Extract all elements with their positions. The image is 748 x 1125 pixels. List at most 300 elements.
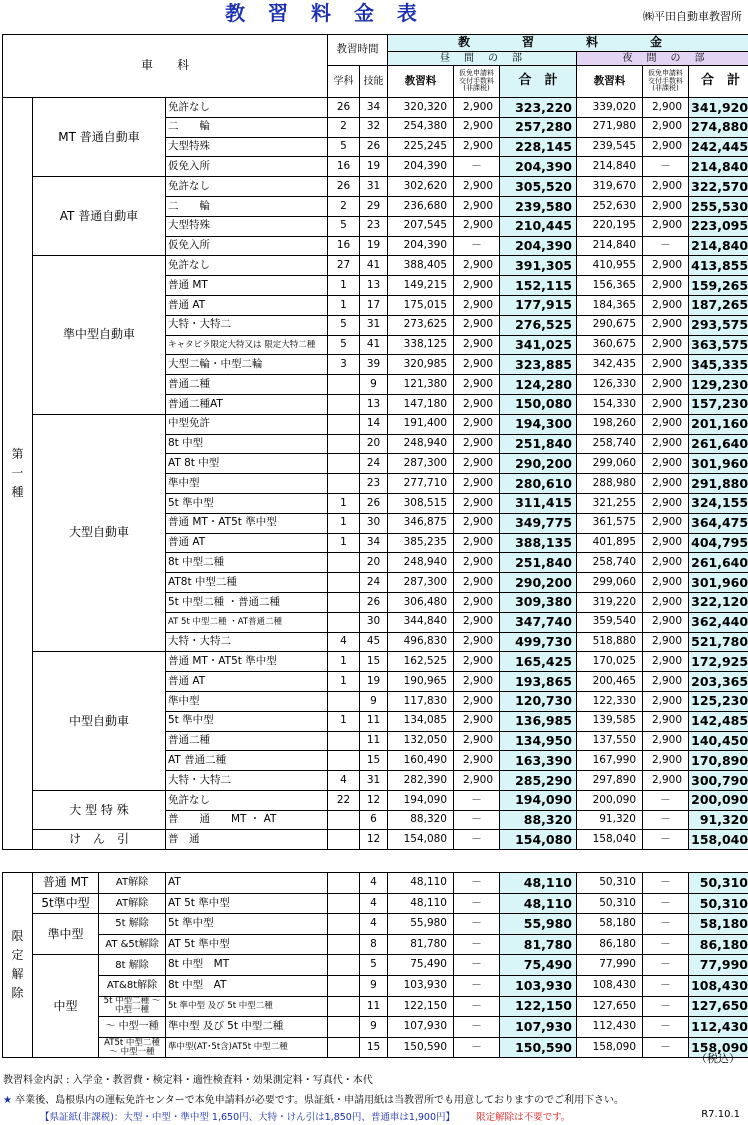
giko-hours: 41 (360, 335, 388, 355)
table-row (3, 98, 748, 118)
night-header: 夜 間 の 部 (577, 52, 748, 66)
giko-hours: 24 (360, 573, 388, 593)
gakka-hours: 5 (328, 216, 360, 236)
giko-hours: 30 (360, 612, 388, 632)
night-total: 125,230 (689, 691, 748, 711)
day-total: 165,425 (500, 652, 577, 672)
day-kyoshu-fee: 302,620 (388, 177, 454, 197)
day-total: 150,080 (500, 394, 577, 414)
day-total: 204,390 (500, 157, 577, 177)
giko-hours: 8 (360, 934, 388, 955)
day-total: 391,305 (500, 256, 577, 276)
night-total: 187,265 (689, 295, 748, 315)
night-total: 521,780 (689, 632, 748, 652)
day-total: 194,300 (500, 414, 577, 434)
night-kyoshu-fee: 50,310 (577, 873, 643, 894)
gakka-hours: 26 (328, 98, 360, 118)
gakka-hours: 5 (328, 315, 360, 335)
limit-course: 5t 準中型 (166, 914, 328, 935)
day-total: 251,840 (500, 553, 577, 573)
day-issue-fee: － (454, 830, 500, 850)
giko-hours: 6 (360, 810, 388, 830)
course-name: 免許なし (166, 256, 328, 276)
giko-hours: 32 (360, 117, 388, 137)
night-total: 345,335 (689, 355, 748, 375)
day-issue-fee: 2,900 (454, 276, 500, 296)
giko-hours: 9 (360, 1017, 388, 1038)
course-name: 普通二種 (166, 375, 328, 395)
tax-note: （税込） (696, 1052, 740, 1065)
giko-hours: 11 (360, 731, 388, 751)
night-kyoshu-fee: 299,060 (577, 454, 643, 474)
day-issue-fee: 2,900 (454, 672, 500, 692)
vehicle-category: 中型自動車 (33, 652, 166, 791)
night-kyoshu-fee: 50,310 (577, 893, 643, 914)
day-total: 75,490 (500, 955, 577, 976)
stamp-fee-text: 【県証紙(非課税)：大型・中型・準中型 1,650円、大特・けん引は1,850円、普通車は1,900円】 (40, 1112, 456, 1123)
gakka-hours (328, 873, 360, 894)
limit-type: 5t 解除 (99, 914, 166, 935)
day-kyoshu-fee: 248,940 (388, 553, 454, 573)
gakka-hours (328, 592, 360, 612)
day-kyoshu-fee: 320,320 (388, 98, 454, 118)
night-total: 274,880 (689, 117, 748, 137)
day-total: 341,025 (500, 335, 577, 355)
day-total: 280,610 (500, 474, 577, 494)
night-kyoshu-fee: 297,890 (577, 771, 643, 791)
first-class-label: 第 一 種 (3, 98, 33, 850)
night-total: 324,155 (689, 493, 748, 513)
night-issue-fee: － (643, 996, 689, 1017)
gakka-hours: 16 (328, 236, 360, 256)
limit-category: 中型 (33, 955, 99, 1058)
night-total: 142,485 (689, 711, 748, 731)
course-name: 仮免入所 (166, 236, 328, 256)
hours-header: 教習時間 (328, 35, 388, 66)
day-kyoshu-fee: 117,830 (388, 691, 454, 711)
day-total: 349,775 (500, 513, 577, 533)
night-issue-fee: － (643, 236, 689, 256)
gakka-hours (328, 934, 360, 955)
limit-type: AT&8t解除 (99, 975, 166, 996)
gakka-hours: 1 (328, 513, 360, 533)
night-kyoshu-fee: 239,545 (577, 137, 643, 157)
day-kyoshu-fee: 225,245 (388, 137, 454, 157)
day-issue-fee: － (454, 157, 500, 177)
course-name: 普通 AT (166, 672, 328, 692)
day-total: 323,220 (500, 98, 577, 118)
day-issue-fee: 2,900 (454, 454, 500, 474)
night-total: 201,160 (689, 414, 748, 434)
night-issue-fee: 2,900 (643, 434, 689, 454)
night-total: 214,840 (689, 236, 748, 256)
limit-course: 8t 中型 AT (166, 975, 328, 996)
night-issue-fee: 2,900 (643, 98, 689, 118)
day-issue-fee: － (454, 996, 500, 1017)
day-kyoshu-fee: 48,110 (388, 873, 454, 894)
gakka-hours: 1 (328, 493, 360, 513)
course-name: 5t 中型二種 ・普通二種 (166, 592, 328, 612)
night-total: 255,530 (689, 196, 748, 216)
day-issue-fee: － (454, 934, 500, 955)
table-row (3, 975, 748, 996)
day-issue-fee: － (454, 955, 500, 976)
day-total: 323,885 (500, 355, 577, 375)
night-issue-fee: 2,900 (643, 137, 689, 157)
night-kyoshu-fee: 77,990 (577, 955, 643, 976)
giko-hours: 14 (360, 414, 388, 434)
night-issue-fee: 2,900 (643, 216, 689, 236)
course-name: 二 輪 (166, 117, 328, 137)
course-name: 普通 AT (166, 295, 328, 315)
night-total: 261,640 (689, 553, 748, 573)
day-kyoshu-fee: 75,490 (388, 955, 454, 976)
gakka-hours (328, 454, 360, 474)
day-issue-fee: 2,900 (454, 573, 500, 593)
gakka-hours: 1 (328, 711, 360, 731)
night-total: 261,640 (689, 434, 748, 454)
night-kyoshu-fee: 319,220 (577, 592, 643, 612)
day-kyoshu-fee: 388,405 (388, 256, 454, 276)
day-total: 48,110 (500, 873, 577, 894)
day-total: 152,115 (500, 276, 577, 296)
gakka-hours (328, 751, 360, 771)
gakka-hours: 3 (328, 355, 360, 375)
giko-header: 技能 (360, 66, 388, 98)
day-total: 150,590 (500, 1037, 577, 1058)
table-row (3, 996, 748, 1017)
day-kyoshu-fee: 55,980 (388, 914, 454, 935)
day-kyoshu-fee: 122,150 (388, 996, 454, 1017)
night-total: 364,475 (689, 513, 748, 533)
gakka-hours: 4 (328, 632, 360, 652)
day-total: 134,950 (500, 731, 577, 751)
night-total: 293,575 (689, 315, 748, 335)
day-total: 499,730 (500, 632, 577, 652)
night-kyoshu-fee: 126,330 (577, 375, 643, 395)
course-name: 普通二種AT (166, 394, 328, 414)
day-kyoshu-fee: 107,930 (388, 1017, 454, 1038)
night-total: 158,090 (689, 1037, 748, 1058)
night-kyoshu-fee: 139,585 (577, 711, 643, 731)
day-kyoshu-fee: 103,930 (388, 975, 454, 996)
giko-hours: 4 (360, 873, 388, 894)
giko-hours: 9 (360, 691, 388, 711)
gakka-header: 学科 (328, 66, 360, 98)
day-kyoshu-fee: 204,390 (388, 236, 454, 256)
night-issue-fee: 2,900 (643, 592, 689, 612)
night-kyoshu-fee: 154,330 (577, 394, 643, 414)
day-issue-fee: 2,900 (454, 632, 500, 652)
table-row (3, 934, 748, 955)
course-name: 大型二輪・中型二輪 (166, 355, 328, 375)
night-kyoshu-fee: 127,650 (577, 996, 643, 1017)
night-total: 86,180 (689, 934, 748, 955)
day-total: 347,740 (500, 612, 577, 632)
giko-hours: 23 (360, 474, 388, 494)
table-row (3, 256, 748, 276)
night-issue-fee: － (643, 157, 689, 177)
day-kyoshu-fee: 48,110 (388, 893, 454, 914)
night-total-header: 合 計 (689, 66, 748, 98)
course-name: 普通二種 (166, 731, 328, 751)
giko-hours: 26 (360, 137, 388, 157)
gakka-hours (328, 1017, 360, 1038)
night-issue-fee: － (643, 975, 689, 996)
gakka-hours (328, 612, 360, 632)
day-total: 136,985 (500, 711, 577, 731)
day-header: 昼 間 の 部 (388, 52, 577, 66)
vehicle-header: 車 科 (3, 35, 328, 98)
day-issue-fee: 2,900 (454, 117, 500, 137)
night-issue-fee: 2,900 (643, 295, 689, 315)
giko-hours: 11 (360, 711, 388, 731)
limit-type: AT5t 中型二種 ～ 中型一種 (99, 1037, 166, 1058)
day-kyoshu-fee: 338,125 (388, 335, 454, 355)
day-total: 285,290 (500, 771, 577, 791)
limit-course: AT 5t 準中型 (166, 893, 328, 914)
limit-category: 5t準中型 (33, 893, 99, 914)
day-issue-fee: 2,900 (454, 98, 500, 118)
giko-hours: 15 (360, 751, 388, 771)
course-name: 大特・大特二 (166, 771, 328, 791)
day-issue-fee: 2,900 (454, 513, 500, 533)
day-kyoshu-fee: 175,015 (388, 295, 454, 315)
night-kyoshu-fee: 258,740 (577, 553, 643, 573)
gakka-hours (328, 893, 360, 914)
giko-hours: 17 (360, 295, 388, 315)
table-row (3, 652, 748, 672)
limit-course: 8t 中型 MT (166, 955, 328, 976)
day-kyoshu-fee: 346,875 (388, 513, 454, 533)
table-row (3, 790, 748, 810)
gakka-hours (328, 914, 360, 935)
night-total: 77,990 (689, 955, 748, 976)
gakka-hours (328, 691, 360, 711)
giko-hours: 4 (360, 914, 388, 935)
night-kyoshu-fee: 339,020 (577, 98, 643, 118)
night-total: 404,795 (689, 533, 748, 553)
night-kyoshu-fee: 299,060 (577, 573, 643, 593)
night-issue-fee: 2,900 (643, 493, 689, 513)
night-kyoshu-fee: 200,090 (577, 790, 643, 810)
day-kyoshu-fee: 190,965 (388, 672, 454, 692)
night-total: 223,095 (689, 216, 748, 236)
giko-hours: 41 (360, 256, 388, 276)
day-kyoshu-fee: 149,215 (388, 276, 454, 296)
day-total: 122,150 (500, 996, 577, 1017)
day-total: 257,280 (500, 117, 577, 137)
giko-hours: 20 (360, 553, 388, 573)
night-issue-fee: 2,900 (643, 394, 689, 414)
giko-hours: 30 (360, 513, 388, 533)
night-kyoshu-fee: 156,365 (577, 276, 643, 296)
gakka-hours (328, 996, 360, 1017)
night-total: 129,230 (689, 375, 748, 395)
course-name: 8t 中型 (166, 434, 328, 454)
day-total: 193,865 (500, 672, 577, 692)
company-name: ㈱平田自動車教習所 (643, 10, 742, 23)
stamp-fee-note (40, 1109, 570, 1123)
day-kyoshu-fee: 273,625 (388, 315, 454, 335)
gakka-hours (328, 553, 360, 573)
night-issue-fee: － (643, 810, 689, 830)
day-kyoshu-fee: 88,320 (388, 810, 454, 830)
night-total: 127,650 (689, 996, 748, 1017)
night-issue-fee: 2,900 (643, 771, 689, 791)
night-kyoshu-fee: 158,090 (577, 1037, 643, 1058)
day-total: 48,110 (500, 893, 577, 914)
giko-hours: 11 (360, 996, 388, 1017)
fee-header: 教 習 料 金 (388, 35, 748, 52)
day-total: 311,415 (500, 493, 577, 513)
night-issue-fee: 2,900 (643, 454, 689, 474)
night-kyoshu-fee: 288,980 (577, 474, 643, 494)
course-name: AT 8t 中型 (166, 454, 328, 474)
night-total: 112,430 (689, 1017, 748, 1038)
limit-type: AT &5t解除 (99, 934, 166, 955)
day-issue-fee: 2,900 (454, 771, 500, 791)
course-name: 仮免入所 (166, 157, 328, 177)
gakka-hours (328, 810, 360, 830)
night-total: 291,880 (689, 474, 748, 494)
day-issue-fee: 2,900 (454, 731, 500, 751)
giko-hours: 5 (360, 955, 388, 976)
revision-date: R7.10.1 (701, 1109, 740, 1120)
night-total: 214,840 (689, 157, 748, 177)
day-kyoshu-fee: 134,085 (388, 711, 454, 731)
day-issue-fee: － (454, 790, 500, 810)
gakka-hours: 2 (328, 117, 360, 137)
night-issue-fee: 2,900 (643, 414, 689, 434)
table-row (3, 414, 748, 434)
day-issue-fee: 2,900 (454, 355, 500, 375)
night-kyoshu-fee: 518,880 (577, 632, 643, 652)
giko-hours: 12 (360, 790, 388, 810)
giko-hours: 19 (360, 157, 388, 177)
star-icon: ★ (3, 1095, 12, 1106)
night-kyoshu-fee: 401,895 (577, 533, 643, 553)
night-kyoshu-fee: 290,675 (577, 315, 643, 335)
giko-hours: 19 (360, 672, 388, 692)
night-total: 58,180 (689, 914, 748, 935)
day-total: 194,090 (500, 790, 577, 810)
day-issue-fee: － (454, 893, 500, 914)
night-kyoshu-fee: 410,955 (577, 256, 643, 276)
gakka-hours: 1 (328, 276, 360, 296)
day-total: 228,145 (500, 137, 577, 157)
night-total: 362,440 (689, 612, 748, 632)
fee-breakdown-note: 教習料金内訳 : 入学金・教習費・検定料・適性検査料・効果測定料・写真代・本代 (3, 1075, 373, 1086)
day-total: 251,840 (500, 434, 577, 454)
gakka-hours: 2 (328, 196, 360, 216)
night-issue-fee: 2,900 (643, 474, 689, 494)
day-issue-fee: 2,900 (454, 592, 500, 612)
table-row (3, 177, 748, 197)
night-issue-fee: 2,900 (643, 355, 689, 375)
day-kyoshu-fee: 254,380 (388, 117, 454, 137)
night-total: 50,310 (689, 893, 748, 914)
course-name: AT 5t 中型二種 ・AT普通二種 (166, 612, 328, 632)
night-issue-fee: 2,900 (643, 256, 689, 276)
night-kyoshu-fee: 359,540 (577, 612, 643, 632)
night-total: 91,320 (689, 810, 748, 830)
limit-course: 準中型 及び 5t 中型二種 (166, 1017, 328, 1038)
night-total: 140,450 (689, 731, 748, 751)
day-issue-fee: 2,900 (454, 434, 500, 454)
day-total: 124,280 (500, 375, 577, 395)
day-issue-fee: 2,900 (454, 216, 500, 236)
night-issue-fee: 2,900 (643, 573, 689, 593)
giko-hours: 31 (360, 315, 388, 335)
course-name: 大型特殊 (166, 137, 328, 157)
course-name: 免許なし (166, 177, 328, 197)
night-total: 341,920 (689, 98, 748, 118)
night-total: 200,090 (689, 790, 748, 810)
day-issue-fee: 2,900 (454, 493, 500, 513)
day-issue-fee: 2,900 (454, 474, 500, 494)
vehicle-category: MT 普通自動車 (33, 98, 166, 177)
gakka-hours (328, 975, 360, 996)
table-row (3, 873, 748, 894)
course-name: 大型特殊 (166, 216, 328, 236)
night-total: 301,960 (689, 454, 748, 474)
day-issue-fee: 2,900 (454, 177, 500, 197)
gakka-hours: 1 (328, 652, 360, 672)
night-issue-fee: － (643, 790, 689, 810)
night-issue-fee: 2,900 (643, 177, 689, 197)
giko-hours: 34 (360, 533, 388, 553)
limit-label: 限 定 解 除 (3, 873, 33, 1058)
night-kyoshu-fee: 220,195 (577, 216, 643, 236)
course-name: キャタピラ限定大特又は 限定大特二種 (166, 335, 328, 355)
day-issue-fee: － (454, 1037, 500, 1058)
day-total: 276,525 (500, 315, 577, 335)
night-total: 203,365 (689, 672, 748, 692)
day-total: 154,080 (500, 830, 577, 850)
day-kyoshu-fee: 191,400 (388, 414, 454, 434)
course-name: AT 普通二種 (166, 751, 328, 771)
night-issue-fee: 2,900 (643, 375, 689, 395)
day-kyoshu-fee: 320,985 (388, 355, 454, 375)
day-kyoshu-fee: 121,380 (388, 375, 454, 395)
night-issue-fee: － (643, 934, 689, 955)
night-issue-fee: － (643, 955, 689, 976)
day-kyoshu-fee: 344,840 (388, 612, 454, 632)
night-issue-fee: 2,900 (643, 276, 689, 296)
course-name: 二 輪 (166, 196, 328, 216)
limit-type: 8t 解除 (99, 955, 166, 976)
table-row (3, 1037, 748, 1058)
day-issue-fee: 2,900 (454, 691, 500, 711)
limit-course: 準中型(AT･5t含)AT5t 中型二種 (166, 1037, 328, 1058)
giko-hours: 4 (360, 893, 388, 914)
day-issue-fee: 2,900 (454, 652, 500, 672)
course-name: 免許なし (166, 790, 328, 810)
night-total: 301,960 (689, 573, 748, 593)
day-total-header: 合 計 (500, 66, 577, 98)
course-name: 普 通 MT ・ AT (166, 810, 328, 830)
limit-type: ～ 中型一種 (99, 1017, 166, 1038)
day-total: 305,520 (500, 177, 577, 197)
gakka-hours: 22 (328, 790, 360, 810)
day-issue-fee: 2,900 (454, 553, 500, 573)
giko-hours: 26 (360, 592, 388, 612)
day-issue-header: 仮免申請料 交付手数料 (非課税) (454, 66, 500, 98)
giko-hours: 9 (360, 975, 388, 996)
night-total: 413,855 (689, 256, 748, 276)
day-total: 120,730 (500, 691, 577, 711)
